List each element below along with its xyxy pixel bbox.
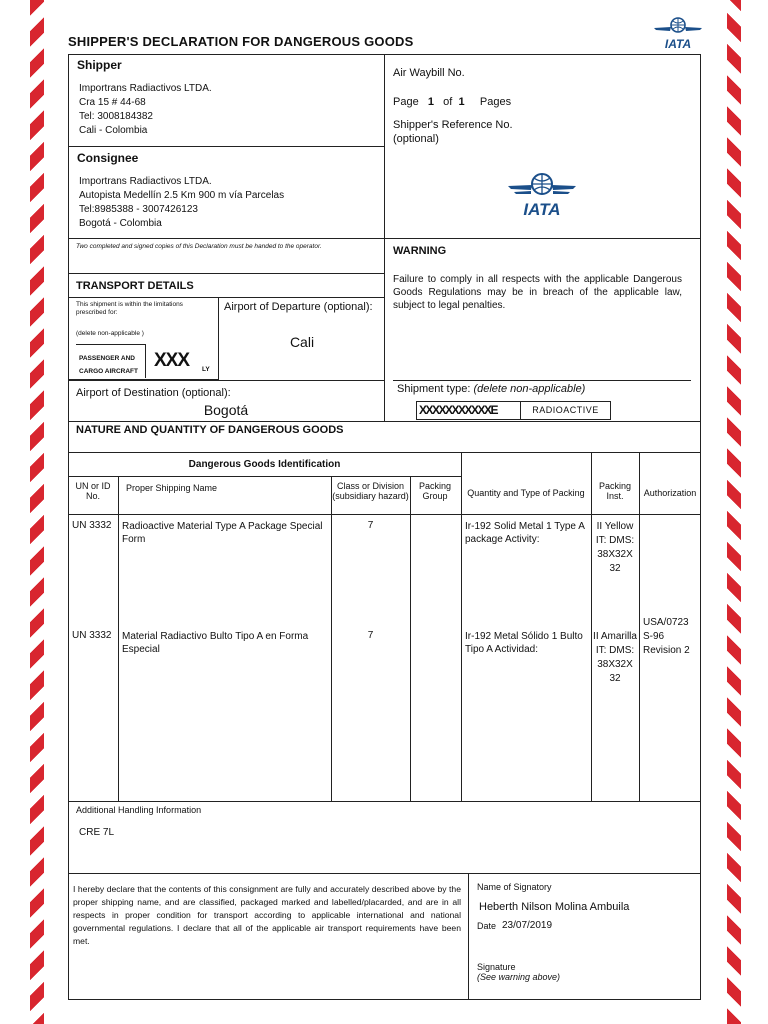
cargo-only-struck: XXX [154,350,190,371]
limitation-note: This shipment is within the limitations prescribed for: [76,301,183,316]
additional-handling-label: Additional Handling Information [76,805,202,815]
col-psn-header: Proper Shipping Name [126,483,218,493]
table-row-auth: USA/0723 S-96 Revision 2 [643,617,690,656]
right-hazard-stripe [727,0,741,1024]
signature-field[interactable] [560,950,690,980]
consignee-line: Tel:8985388 - 3007426123 [79,204,198,215]
departure-label: Airport of Departure (optional): [224,301,373,313]
shipper-address [79,82,212,138]
iata-logo-text: IATA [664,37,692,50]
copies-note: Two completed and signed copies of this Declaration must be handed to the operator. [76,243,322,250]
iata-logo-icon [652,16,704,50]
declaration-text: I hereby declare that the contents of this consignment are fully and accurately described above by the proper shipping name, and are classified, packaged marked and labelled/placarded, and are in all respects in proper condition for transport according to applicable international and national governmental regulations. I declare that all of the applicable air transport requirements have been met. [73,884,461,946]
shipper-line: Cali - Colombia [79,125,148,136]
table-row-psn: Material Radiactivo Bulto Tipo A en Forma Especial [122,631,309,655]
signatory-label: Name of Signatory [477,882,552,892]
page-title: SHIPPER'S DECLARATION FOR DANGEROUS GOODS [68,34,414,49]
shipper-line: Cra 15 # 44-68 [79,97,146,108]
destination-label: Airport of Destination (optional): [76,387,231,399]
shipment-type: Shipment type: (delete non-applicable) [397,383,586,395]
table-row-un: UN 3332 [72,520,112,531]
shipper-line: Tel: 3008184382 [79,111,153,122]
shipper-reference-label: Shipper's Reference No. [393,119,513,131]
shipment-type-crossed: XXXXXXXXXXXE [419,403,498,417]
table-row-pi: II Yellow IT: DMS: 38X32X 32 [595,521,635,574]
shipper-reference-optional: (optional) [393,133,439,145]
signature-note: (See warning above) [477,972,561,982]
consignee-line: Bogotá - Colombia [79,218,162,229]
nature-quantity-label: NATURE AND QUANTITY OF DANGEROUS GOODS [76,424,344,436]
air-waybill-label: Air Waybill No. [393,67,465,79]
table-row-qty: Ir-192 Solid Metal 1 Type A package Activity: [465,521,585,545]
departure-value: Cali [289,334,315,350]
iata-logo-small [652,16,704,50]
col-class-header: Class or Division (subsidiary hazard) [332,481,409,501]
consignee-label: Consignee [77,151,139,165]
date-label: Date [477,921,497,931]
col-pg-header: Packing Group [418,481,452,501]
consignee-line: Autopista Medellín 2.5 Km 900 m vía Parcelas [79,190,285,201]
date-value[interactable]: 23/07/2019 [502,920,553,931]
delete-note: (delete non-applicable ) [76,330,144,337]
cargo-only-tail: LY [202,366,210,373]
signatory-value[interactable]: Heberth Nilson Molina Ambuila [479,901,630,913]
iata-logo-large-text: IATA [523,200,561,219]
shipper-line: Importrans Radiactivos LTDA. [79,83,212,94]
table-row-un: UN 3332 [72,630,112,641]
passenger-cargo-label: PASSENGER AND CARGO AIRCRAFT [79,355,138,375]
table-row-class: 7 [367,630,374,641]
iata-logo-large [506,170,578,220]
table-row-psn: Radioactive Material Type A Package Special Form [122,521,323,545]
col-auth-header: Authorization [643,488,697,498]
dg-identification-label: Dangerous Goods Identification [188,459,341,470]
consignee-address [79,175,284,231]
warning-text: Failure to comply in all respects with the applicable Dangerous Goods Regulations may be in breach of the applicable law, subject to legal penalties. [393,274,682,311]
col-pi-header: Packing Inst. [598,481,632,501]
page-total: 1 [458,96,465,108]
table-row-pi: II Amarilla IT: DMS: 38X32X 32 [593,631,637,684]
iata-globe-icon [506,170,578,220]
signature-label: Signature [477,962,516,972]
page-count: Page 1 of 1 Pages [393,96,512,108]
destination-value: Bogotá [203,402,249,418]
transport-details-label: TRANSPORT DETAILS [76,280,194,292]
col-qty-header: Quantity and Type of Packing [467,488,585,498]
consignee-line: Importrans Radiactivos LTDA. [79,176,212,187]
shipment-type-value: RADIOACTIVE [532,405,599,415]
additional-handling-value: CRE 7L [79,827,115,838]
page-number: 1 [427,96,434,108]
warning-label: WARNING [393,245,447,257]
shipper-label: Shipper [77,58,122,72]
left-hazard-stripe [30,0,44,1024]
table-row-class: 7 [367,520,374,531]
col-un-header: UN or ID No. [75,481,111,501]
table-row-qty: Ir-192 Metal Sólido 1 Bulto Tipo A Actividad: [465,631,583,655]
